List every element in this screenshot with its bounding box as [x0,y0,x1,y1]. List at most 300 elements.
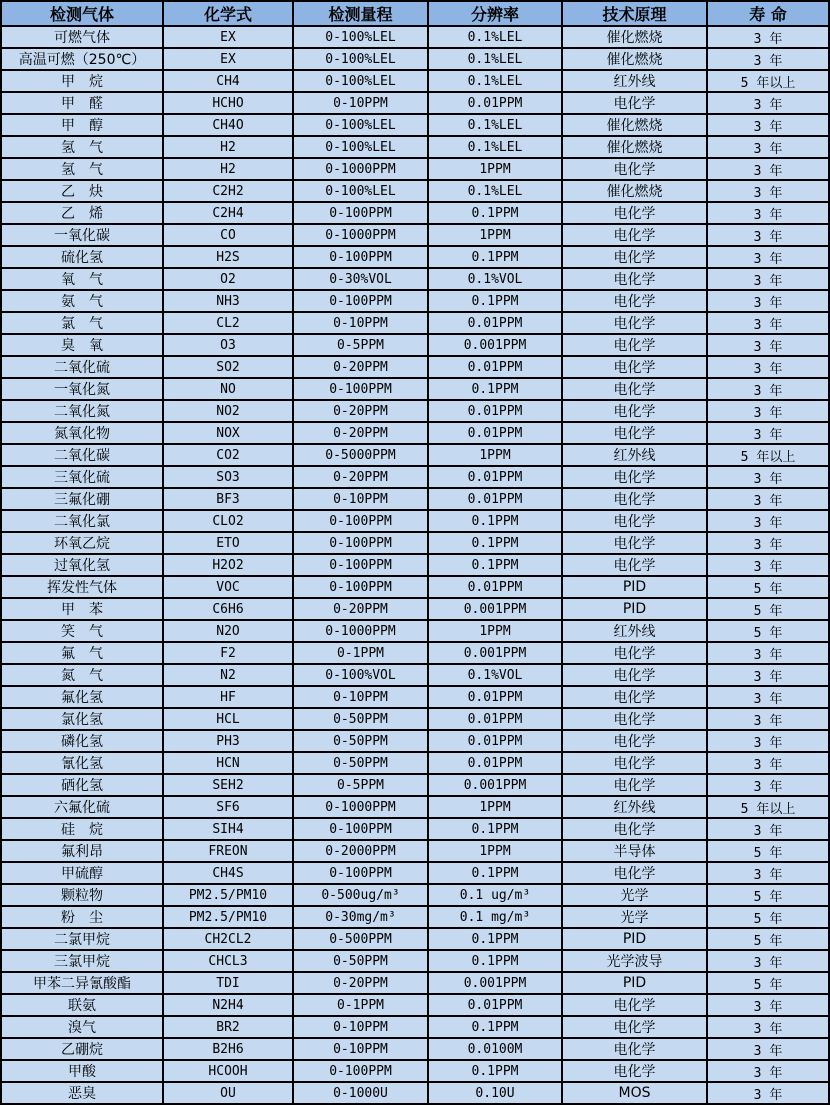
table-cell: 5 年 [707,972,829,994]
table-cell: 0.1PPM [428,532,562,554]
table-cell: FREON [163,840,293,862]
table-cell: 0-10PPM [293,312,428,334]
table-cell: 3 年 [707,510,829,532]
table-cell: 环氧乙烷 [1,532,163,554]
table-cell: 0-50PPM [293,950,428,972]
table-cell: 0-100%LEL [293,136,428,158]
table-cell: F2 [163,642,293,664]
header-cell-principle: 技术原理 [562,1,707,26]
table-cell: 电化学 [562,1016,707,1038]
table-cell: 5 年以上 [707,444,829,466]
table-cell: 电化学 [562,752,707,774]
table-cell: 5 年 [707,598,829,620]
header-row [1,1,829,26]
table-cell: 0.001PPM [428,642,562,664]
table-cell: 3 年 [707,686,829,708]
table-cell: 3 年 [707,862,829,884]
table-cell: 0-1PPM [293,642,428,664]
table-cell: 三氯甲烷 [1,950,163,972]
table-cell: 3 年 [707,818,829,840]
table-cell: 氰化氢 [1,752,163,774]
table-cell: 0.1PPM [428,928,562,950]
table-cell: 硫化氢 [1,246,163,268]
table-row [1,598,829,620]
table-cell: 3 年 [707,290,829,312]
table-cell: HCHO [163,92,293,114]
table-cell: 联氨 [1,994,163,1016]
table-cell: 电化学 [562,664,707,686]
table-cell: 硅 烷 [1,818,163,840]
table-cell: 0.01PPM [428,752,562,774]
table-cell: N2O [163,620,293,642]
table-cell: ETO [163,532,293,554]
table-cell: 0.01PPM [428,400,562,422]
table-cell: 3 年 [707,532,829,554]
table-row [1,994,829,1016]
table-cell: PID [562,972,707,994]
table-row [1,1016,829,1038]
table-cell: 3 年 [707,1060,829,1082]
table-cell: 催化燃烧 [562,26,707,48]
table-cell: C2H2 [163,180,293,202]
table-cell: 0.1%VOL [428,268,562,290]
table-cell: PM2.5/PM10 [163,884,293,906]
table-cell: 0.1%VOL [428,664,562,686]
table-cell: HF [163,686,293,708]
table-cell: 0.01PPM [428,466,562,488]
table-cell: 0.1PPM [428,290,562,312]
table-row [1,224,829,246]
table-cell: 0.1PPM [428,554,562,576]
table-cell: 0-100%VOL [293,664,428,686]
table-cell: 0.01PPM [428,312,562,334]
header-cell-gas: 检测气体 [1,1,163,26]
table-cell: SIH4 [163,818,293,840]
table-cell: 0-100PPM [293,862,428,884]
table-cell: 氮氧化物 [1,422,163,444]
table-cell: 甲 烷 [1,70,163,92]
table-cell: 3 年 [707,180,829,202]
table-cell: 光学 [562,906,707,928]
table-row [1,840,829,862]
table-cell: 0.01PPM [428,356,562,378]
table-cell: 0-1000U [293,1082,428,1104]
table-cell: 笑 气 [1,620,163,642]
table-cell: 电化学 [562,1038,707,1060]
table-cell: 0-1000PPM [293,620,428,642]
header-cell-resolution: 分辨率 [428,1,562,26]
table-cell: 0.01PPM [428,422,562,444]
table-cell: 光学波导 [562,950,707,972]
table-cell: 0.001PPM [428,334,562,356]
table-cell: 0.1%LEL [428,48,562,70]
table-cell: 0.1 mg/m³ [428,906,562,928]
table-cell: 1PPM [428,840,562,862]
table-cell: 0-100PPM [293,378,428,400]
table-cell: HCOOH [163,1060,293,1082]
table-row [1,730,829,752]
table-row [1,1038,829,1060]
table-cell: 一氧化氮 [1,378,163,400]
table-cell: 电化学 [562,312,707,334]
table-cell: O3 [163,334,293,356]
table-row [1,532,829,554]
table-row [1,378,829,400]
table-cell: 0.01PPM [428,994,562,1016]
table-cell: H2 [163,158,293,180]
table-cell: 0-30mg/m³ [293,906,428,928]
table-cell: 红外线 [562,444,707,466]
table-cell: 0-100%LEL [293,114,428,136]
table-cell: 电化学 [562,554,707,576]
table-cell: B2H6 [163,1038,293,1060]
table-cell: 0-20PPM [293,598,428,620]
table-cell: C2H4 [163,202,293,224]
table-cell: 3 年 [707,356,829,378]
table-cell: 红外线 [562,796,707,818]
table-row [1,158,829,180]
table-cell: 0-100PPM [293,290,428,312]
table-row [1,246,829,268]
table-cell: PID [562,576,707,598]
table-cell: 氟化氢 [1,686,163,708]
table-cell: 3 年 [707,664,829,686]
table-row [1,444,829,466]
table-cell: 甲酸 [1,1060,163,1082]
table-cell: 0-1000PPM [293,796,428,818]
header-cell-lifespan: 寿 命 [707,1,829,26]
table-cell: 3 年 [707,114,829,136]
table-row [1,928,829,950]
table-cell: 1PPM [428,158,562,180]
table-cell: 电化学 [562,532,707,554]
table-cell: 0-100PPM [293,202,428,224]
table-cell: 粉 尘 [1,906,163,928]
table-row [1,752,829,774]
table-cell: 0-10PPM [293,92,428,114]
table-cell: TDI [163,972,293,994]
table-cell: 0-100PPM [293,818,428,840]
table-cell: 电化学 [562,290,707,312]
table-cell: 氢 气 [1,158,163,180]
table-cell: H2O2 [163,554,293,576]
table-cell: 0.1PPM [428,1060,562,1082]
table-cell: 电化学 [562,400,707,422]
table-cell: 5 年 [707,576,829,598]
table-cell: 0.01PPM [428,686,562,708]
table-cell: 5 年以上 [707,70,829,92]
table-cell: 半导体 [562,840,707,862]
table-cell: 0-10PPM [293,1038,428,1060]
table-cell: 电化学 [562,422,707,444]
table-row [1,114,829,136]
table-cell: NO2 [163,400,293,422]
table-cell: 0.1 ug/m³ [428,884,562,906]
table-row [1,356,829,378]
table-cell: 0.001PPM [428,774,562,796]
table-cell: 0-100%LEL [293,48,428,70]
table-cell: SO2 [163,356,293,378]
table-cell: C6H6 [163,598,293,620]
table-cell: 催化燃烧 [562,48,707,70]
table-cell: 0.01PPM [428,488,562,510]
table-cell: 电化学 [562,466,707,488]
table-row [1,70,829,92]
table-cell: 电化学 [562,686,707,708]
table-cell: 高温可燃（250℃） [1,48,163,70]
table-cell: SEH2 [163,774,293,796]
table-row [1,422,829,444]
table-row [1,554,829,576]
table-cell: EX [163,48,293,70]
table-cell: 电化学 [562,510,707,532]
table-cell: 3 年 [707,1038,829,1060]
table-cell: NH3 [163,290,293,312]
table-cell: 催化燃烧 [562,136,707,158]
table-row [1,290,829,312]
table-cell: 5 年 [707,906,829,928]
table-cell: 红外线 [562,620,707,642]
table-cell: 1PPM [428,620,562,642]
table-cell: 0.0100M [428,1038,562,1060]
table-cell: 3 年 [707,730,829,752]
table-cell: 3 年 [707,268,829,290]
table-cell: 0-5000PPM [293,444,428,466]
table-cell: 电化学 [562,818,707,840]
table-cell: 恶臭 [1,1082,163,1104]
table-row [1,972,829,994]
table-cell: OU [163,1082,293,1104]
table-cell: CH2CL2 [163,928,293,950]
table-cell: 0.01PPM [428,92,562,114]
table-cell: H2 [163,136,293,158]
table-row [1,620,829,642]
table-cell: PID [562,598,707,620]
table-cell: 3 年 [707,202,829,224]
table-cell: 3 年 [707,224,829,246]
table-cell: 0-5PPM [293,774,428,796]
table-cell: 氨 气 [1,290,163,312]
table-cell: 颗粒物 [1,884,163,906]
table-cell: 0-20PPM [293,466,428,488]
table-cell: 甲 醇 [1,114,163,136]
table-cell: 电化学 [562,708,707,730]
table-cell: 电化学 [562,246,707,268]
table-cell: 0-30%VOL [293,268,428,290]
table-cell: NO [163,378,293,400]
table-cell: 1PPM [428,796,562,818]
table-cell: 0.01PPM [428,708,562,730]
table-cell: 光学 [562,884,707,906]
table-cell: 氟利昂 [1,840,163,862]
table-cell: 电化学 [562,224,707,246]
table-row [1,642,829,664]
table-cell: 氯化氢 [1,708,163,730]
table-cell: 电化学 [562,730,707,752]
table-row [1,664,829,686]
table-cell: 0-5PPM [293,334,428,356]
table-cell: 3 年 [707,312,829,334]
table-cell: 0.1%LEL [428,114,562,136]
table-cell: 乙硼烷 [1,1038,163,1060]
table-cell: 1PPM [428,444,562,466]
table-cell: 三氟化硼 [1,488,163,510]
table-cell: 0.1PPM [428,862,562,884]
table-cell: 二氧化碳 [1,444,163,466]
table-cell: 3 年 [707,642,829,664]
table-cell: CO [163,224,293,246]
table-row [1,466,829,488]
table-cell: 3 年 [707,994,829,1016]
table-cell: 电化学 [562,1060,707,1082]
table-cell: 3 年 [707,136,829,158]
table-row [1,576,829,598]
table-cell: 甲硫醇 [1,862,163,884]
table-cell: 电化学 [562,158,707,180]
table-cell: 0.1PPM [428,378,562,400]
table-cell: 3 年 [707,246,829,268]
table-cell: 0.001PPM [428,972,562,994]
table-row [1,796,829,818]
table-cell: CLO2 [163,510,293,532]
table-cell: 0.1PPM [428,950,562,972]
table-cell: NOX [163,422,293,444]
table-cell: CHCL3 [163,950,293,972]
table-cell: 0-1000PPM [293,158,428,180]
table-cell: 乙 炔 [1,180,163,202]
table-cell: PH3 [163,730,293,752]
table-cell: 0-100PPM [293,576,428,598]
table-cell: BF3 [163,488,293,510]
table-cell: N2 [163,664,293,686]
table-cell: 3 年 [707,466,829,488]
table-cell: 0.1PPM [428,1016,562,1038]
table-cell: 磷化氢 [1,730,163,752]
table-cell: 0-10PPM [293,488,428,510]
table-row [1,862,829,884]
table-cell: 过氧化氢 [1,554,163,576]
table-cell: 氯 气 [1,312,163,334]
table-row [1,488,829,510]
table-cell: 电化学 [562,202,707,224]
table-cell: 二氧化硫 [1,356,163,378]
table-cell: 催化燃烧 [562,180,707,202]
table-cell: 氮 气 [1,664,163,686]
table-cell: 0-100PPM [293,1060,428,1082]
table-cell: 电化学 [562,268,707,290]
table-cell: 0-100PPM [293,532,428,554]
table-cell: CH4S [163,862,293,884]
table-cell: 0-100PPM [293,246,428,268]
table-cell: 3 年 [707,488,829,510]
table-cell: 3 年 [707,334,829,356]
table-cell: 一氧化碳 [1,224,163,246]
table-cell: 0.1PPM [428,510,562,532]
table-cell: 0-100PPM [293,510,428,532]
table-row [1,708,829,730]
table-row [1,906,829,928]
table-cell: 0.01PPM [428,730,562,752]
table-row [1,180,829,202]
table-cell: SO3 [163,466,293,488]
table-row [1,48,829,70]
table-row [1,202,829,224]
table-cell: CH4O [163,114,293,136]
table-cell: 3 年 [707,708,829,730]
table-cell: 3 年 [707,1016,829,1038]
table-cell: 0.10U [428,1082,562,1104]
table-row [1,136,829,158]
table-cell: 三氧化硫 [1,466,163,488]
table-cell: 电化学 [562,488,707,510]
table-row [1,26,829,48]
table-cell: 0-50PPM [293,730,428,752]
table-cell: HCL [163,708,293,730]
table-cell: 0-10PPM [293,1016,428,1038]
table-cell: 3 年 [707,158,829,180]
table-cell: 红外线 [562,70,707,92]
table-cell: 0-10PPM [293,686,428,708]
table-cell: 0.1PPM [428,246,562,268]
table-cell: BR2 [163,1016,293,1038]
table-row [1,312,829,334]
table-cell: 0-500ug/m³ [293,884,428,906]
table-cell: 0-20PPM [293,356,428,378]
table-row [1,92,829,114]
table-cell: 5 年 [707,884,829,906]
table-cell: 0.001PPM [428,598,562,620]
table-cell: 氟 气 [1,642,163,664]
table-cell: 0-100%LEL [293,180,428,202]
header-cell-formula: 化学式 [163,1,293,26]
table-cell: 电化学 [562,378,707,400]
table-cell: 5 年 [707,840,829,862]
table-cell: 5 年以上 [707,796,829,818]
table-cell: 0.1PPM [428,202,562,224]
table-cell: 0-2000PPM [293,840,428,862]
table-cell: SF6 [163,796,293,818]
table-cell: 0-100PPM [293,554,428,576]
table-row [1,818,829,840]
table-row [1,334,829,356]
table-cell: 0-100%LEL [293,26,428,48]
table-cell: 电化学 [562,642,707,664]
table-cell: 溴气 [1,1016,163,1038]
table-cell: N2H4 [163,994,293,1016]
table-cell: 氢 气 [1,136,163,158]
table-cell: 3 年 [707,554,829,576]
table-cell: 5 年 [707,928,829,950]
table-cell: 0.1PPM [428,818,562,840]
table-cell: 0-50PPM [293,752,428,774]
table-cell: 电化学 [562,334,707,356]
table-cell: 3 年 [707,400,829,422]
table-cell: 3 年 [707,26,829,48]
table-cell: CO2 [163,444,293,466]
table-cell: 3 年 [707,774,829,796]
table-row [1,884,829,906]
table-cell: 3 年 [707,48,829,70]
table-cell: 3 年 [707,92,829,114]
table-cell: 可燃气体 [1,26,163,48]
table-cell: 二氧化氮 [1,400,163,422]
table-cell: CH4 [163,70,293,92]
table-cell: 甲苯二异氰酸酯 [1,972,163,994]
table-cell: 0-20PPM [293,422,428,444]
table-cell: 臭 氧 [1,334,163,356]
table-cell: 甲 苯 [1,598,163,620]
table-row [1,510,829,532]
